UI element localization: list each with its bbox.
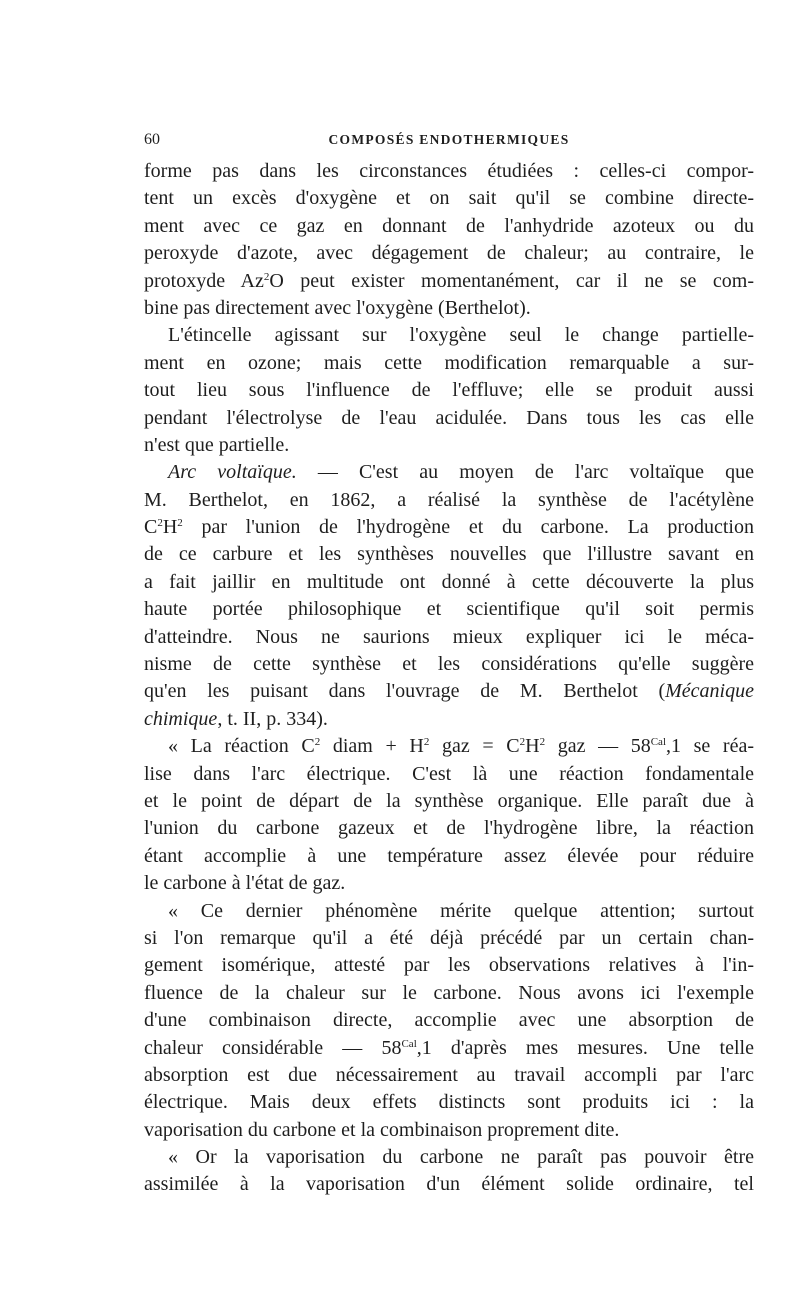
text-segment: « Ce dernier phénomène mérite quelque attention; surtout — [168, 899, 754, 922]
superscript: 2 — [539, 736, 546, 749]
superscript: 2 — [263, 270, 270, 283]
text-segment: vaporisation du carbone et la combinaison proprement dite. — [144, 1118, 620, 1141]
text-line — [144, 213, 754, 240]
text-line — [144, 1144, 754, 1171]
text-segment: d'atteindre. Nous ne saurions mieux expliquer ici le méca- — [144, 625, 754, 648]
superscript: 2 — [314, 736, 321, 749]
text-line — [144, 322, 754, 349]
text-segment: O peut exister momentanément, car il ne se com- — [269, 269, 755, 292]
text-segment: tout lieu sous l'influence de l'effluve; elle se produit aussi — [144, 379, 754, 402]
body-text — [144, 158, 754, 1199]
text-segment: qu'en les puisant dans l'ouvrage de M. Berthelot ( — [144, 680, 666, 703]
text-line — [144, 1117, 754, 1144]
text-segment: absorption est due nécessairement au travail accompli par l'arc — [144, 1063, 754, 1086]
text-line — [144, 514, 754, 541]
text-line — [144, 459, 754, 486]
text-segment: par l'union de l'hydrogène et du carbone. La production — [182, 516, 754, 539]
text-segment: peroxyde d'azote, avec dégagement de chaleur; au contraire, le — [144, 242, 754, 265]
text-segment: le carbone à l'état de gaz. — [144, 872, 346, 895]
superscript: 2 — [423, 736, 430, 749]
text-line — [144, 596, 754, 623]
text-segment: chaleur considérable — 58 — [144, 1036, 402, 1059]
text-line — [144, 843, 754, 870]
text-line — [144, 706, 754, 733]
text-line — [144, 980, 754, 1007]
text-segment: a fait jaillir en multitude ont donné à cette découverte la plus — [144, 570, 754, 593]
text-segment: gaz = C — [429, 735, 520, 758]
italic-text: chimique — [144, 707, 218, 730]
text-line — [144, 952, 754, 979]
page-header — [144, 131, 754, 155]
text-line — [144, 1171, 754, 1198]
text-line — [144, 1007, 754, 1034]
text-segment: lise dans l'arc électrique. C'est là une réaction fondamentale — [144, 762, 754, 785]
running-head: COMPOSÉS ENDOTHERMIQUES — [328, 132, 570, 147]
superscript: 2 — [177, 517, 183, 530]
text-line — [144, 870, 754, 897]
text-segment: haute portée philosophique et scientifique qu'il soit permis — [144, 598, 754, 621]
text-line — [144, 1035, 754, 1062]
text-line — [144, 624, 754, 651]
superscript: Cal — [650, 736, 666, 749]
text-line — [144, 158, 754, 185]
text-line — [144, 487, 754, 514]
text-segment: diam + H — [320, 735, 424, 758]
text-line — [144, 925, 754, 952]
text-line — [144, 569, 754, 596]
text-segment: assimilée à la vaporisation d'un élément solide ordinaire, tel — [144, 1173, 754, 1196]
text-segment: H — [525, 735, 540, 758]
text-segment: bine pas directement avec l'oxygène (Berthelot). — [144, 296, 531, 319]
italic-text: Arc voltaïque. — [168, 461, 297, 484]
text-line — [144, 761, 754, 788]
superscript: 2 — [157, 517, 163, 530]
text-line — [144, 268, 754, 295]
text-segment: nisme de cette synthèse et les considérations qu'elle suggère — [144, 653, 754, 676]
text-segment: si l'on remarque qu'il a été déjà précédé par un certain chan- — [144, 926, 754, 949]
text-line — [144, 405, 754, 432]
text-segment: ,1 se réa- — [666, 735, 754, 758]
text-segment: C — [144, 516, 158, 539]
text-line — [144, 1062, 754, 1089]
text-line — [144, 898, 754, 925]
text-segment: ment avec ce gaz en donnant de l'anhydride azoteux ou du — [144, 214, 754, 237]
text-line — [144, 350, 754, 377]
text-segment: d'une combinaison directe, accomplie avec une absorption de — [144, 1009, 754, 1032]
text-line — [144, 541, 754, 568]
text-segment: ment en ozone; mais cette modification remarquable a sur- — [144, 351, 754, 374]
text-segment: l'union du carbone gazeux et de l'hydrogène libre, la réaction — [144, 817, 754, 840]
text-line — [144, 815, 754, 842]
text-segment: de ce carbure et les synthèses nouvelles que l'illustre savant en — [144, 543, 754, 566]
text-line — [144, 678, 754, 705]
page-number: 60 — [144, 131, 160, 148]
text-segment: ,1 d'après mes mesures. Une telle — [416, 1036, 754, 1059]
text-segment: L'étincelle agissant sur l'oxygène seul le change partielle- — [168, 324, 754, 347]
text-segment: , t. II, p. 334). — [217, 707, 328, 730]
text-segment: étant accomplie à une température assez élevée pour réduire — [144, 844, 754, 867]
text-segment: fluence de la chaleur sur le carbone. Nous avons ici l'exemple — [144, 981, 754, 1004]
text-segment: — C'est au moyen de l'arc voltaïque que — [296, 461, 754, 484]
text-segment: gement isomérique, attesté par les observations relatives à l'in- — [144, 954, 754, 977]
text-line — [144, 1089, 754, 1116]
text-segment: « La réaction C — [168, 735, 315, 758]
text-segment: gaz — 58 — [545, 735, 651, 758]
text-segment: n'est que partielle. — [144, 433, 290, 456]
text-segment: et le point de départ de la synthèse organique. Elle paraît due à — [144, 789, 754, 812]
text-line — [144, 432, 754, 459]
text-line — [144, 733, 754, 760]
text-segment: H — [162, 516, 178, 539]
text-segment: protoxyde Az — [144, 269, 264, 292]
italic-text: Mécanique — [665, 680, 754, 703]
text-line — [144, 788, 754, 815]
text-segment: électrique. Mais deux effets distincts sont produits ici : la — [144, 1091, 754, 1114]
text-segment: « Or la vaporisation du carbone ne paraît pas pouvoir être — [168, 1146, 754, 1169]
text-line — [144, 185, 754, 212]
superscript: Cal — [401, 1037, 417, 1050]
text-line — [144, 651, 754, 678]
text-segment: M. Berthelot, en 1862, a réalisé la synthèse de l'acétylène — [144, 488, 754, 511]
text-segment: forme pas dans les circonstances étudiées : celles-ci compor- — [144, 160, 754, 182]
text-segment: pendant l'électrolyse de l'eau acidulée. Dans tous les cas elle — [144, 406, 754, 429]
text-line — [144, 377, 754, 404]
text-line — [144, 295, 754, 322]
text-segment: tent un excès d'oxygène et on sait qu'il se combine directe- — [144, 187, 754, 210]
superscript: 2 — [519, 736, 526, 749]
text-line — [144, 240, 754, 267]
